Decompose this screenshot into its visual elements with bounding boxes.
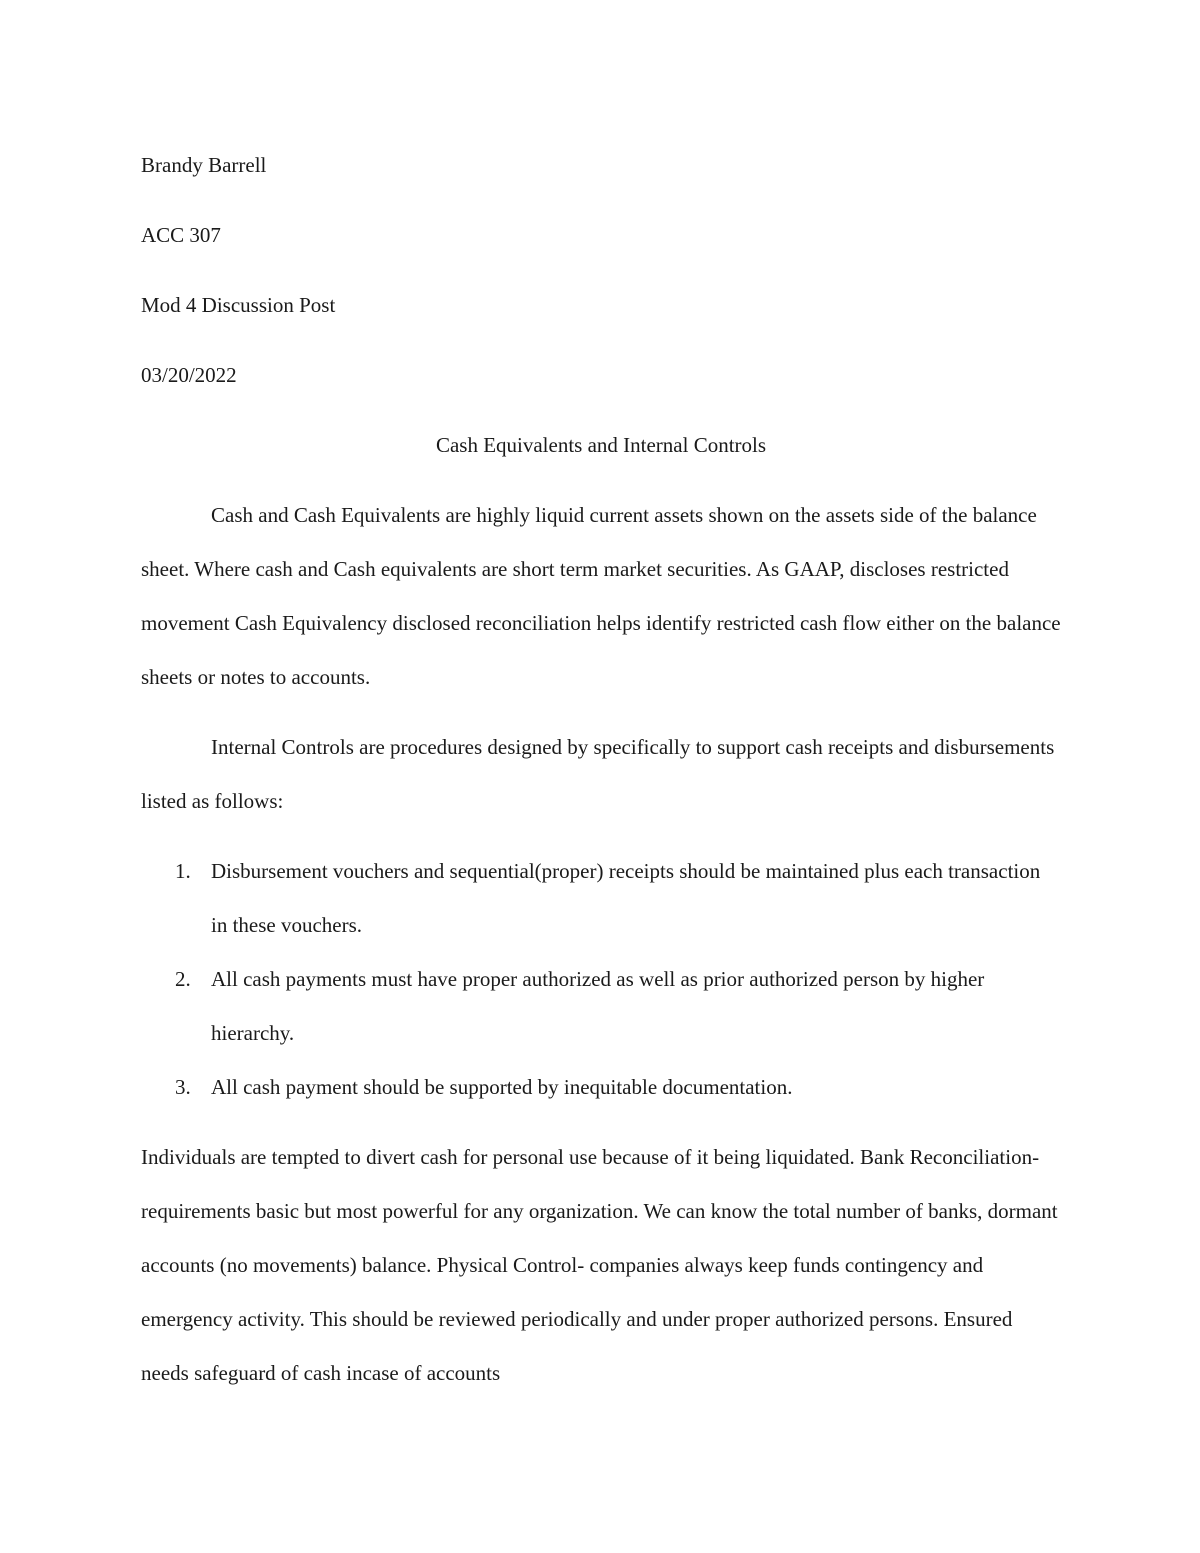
list-text: Disbursement vouchers and sequential(proper) receipts should be maintained plus each transaction in these vouchers.	[211, 859, 1041, 937]
list-number: 2.	[175, 967, 191, 991]
paragraph-cash-equivalents: Cash and Cash Equivalents are highly liquid current assets shown on the assets side of the balance sheet. Where cash and Cash equivalents are short term market securities. As GAAP, discloses restricted movement Cash Equivalency disclosed reconciliation helps identify restricted cash flow either on the balance sheets or notes to accounts.	[141, 503, 1061, 689]
submission-date: 03/20/2022	[141, 363, 237, 387]
assignment-title: Mod 4 Discussion Post	[141, 293, 336, 317]
list-text: All cash payment should be supported by inequitable documentation.	[211, 1075, 793, 1099]
author-name: Brandy Barrell	[141, 153, 267, 177]
list-text: All cash payments must have proper authorized as well as prior authorized person by higher hierarchy.	[211, 967, 985, 1045]
list-number: 1.	[175, 859, 191, 883]
list-number: 3.	[175, 1075, 191, 1099]
paragraph-individuals: Individuals are tempted to divert cash for personal use because of it being liquidated. Bank Reconciliation- requirements basic but most powerful for any organization. We can know the total number of banks, dormant accounts (no movements) balance. Physical Control- companies always keep funds contingency and emergency activity. This should be reviewed periodically and under proper authorized persons. Ensured needs safeguard of cash incase of accounts	[141, 1145, 1058, 1385]
paragraph-internal-controls: Internal Controls are procedures designed by specifically to support cash receipts and disbursements listed as follows:	[141, 735, 1055, 813]
course-code: ACC 307	[141, 223, 221, 247]
document-body	[141, 138, 1061, 1400]
list-item	[141, 844, 1061, 952]
list-item	[141, 1060, 1061, 1114]
controls-list	[141, 844, 1061, 1114]
list-item	[141, 952, 1061, 1060]
document-title: Cash Equivalents and Internal Controls	[435, 433, 767, 457]
